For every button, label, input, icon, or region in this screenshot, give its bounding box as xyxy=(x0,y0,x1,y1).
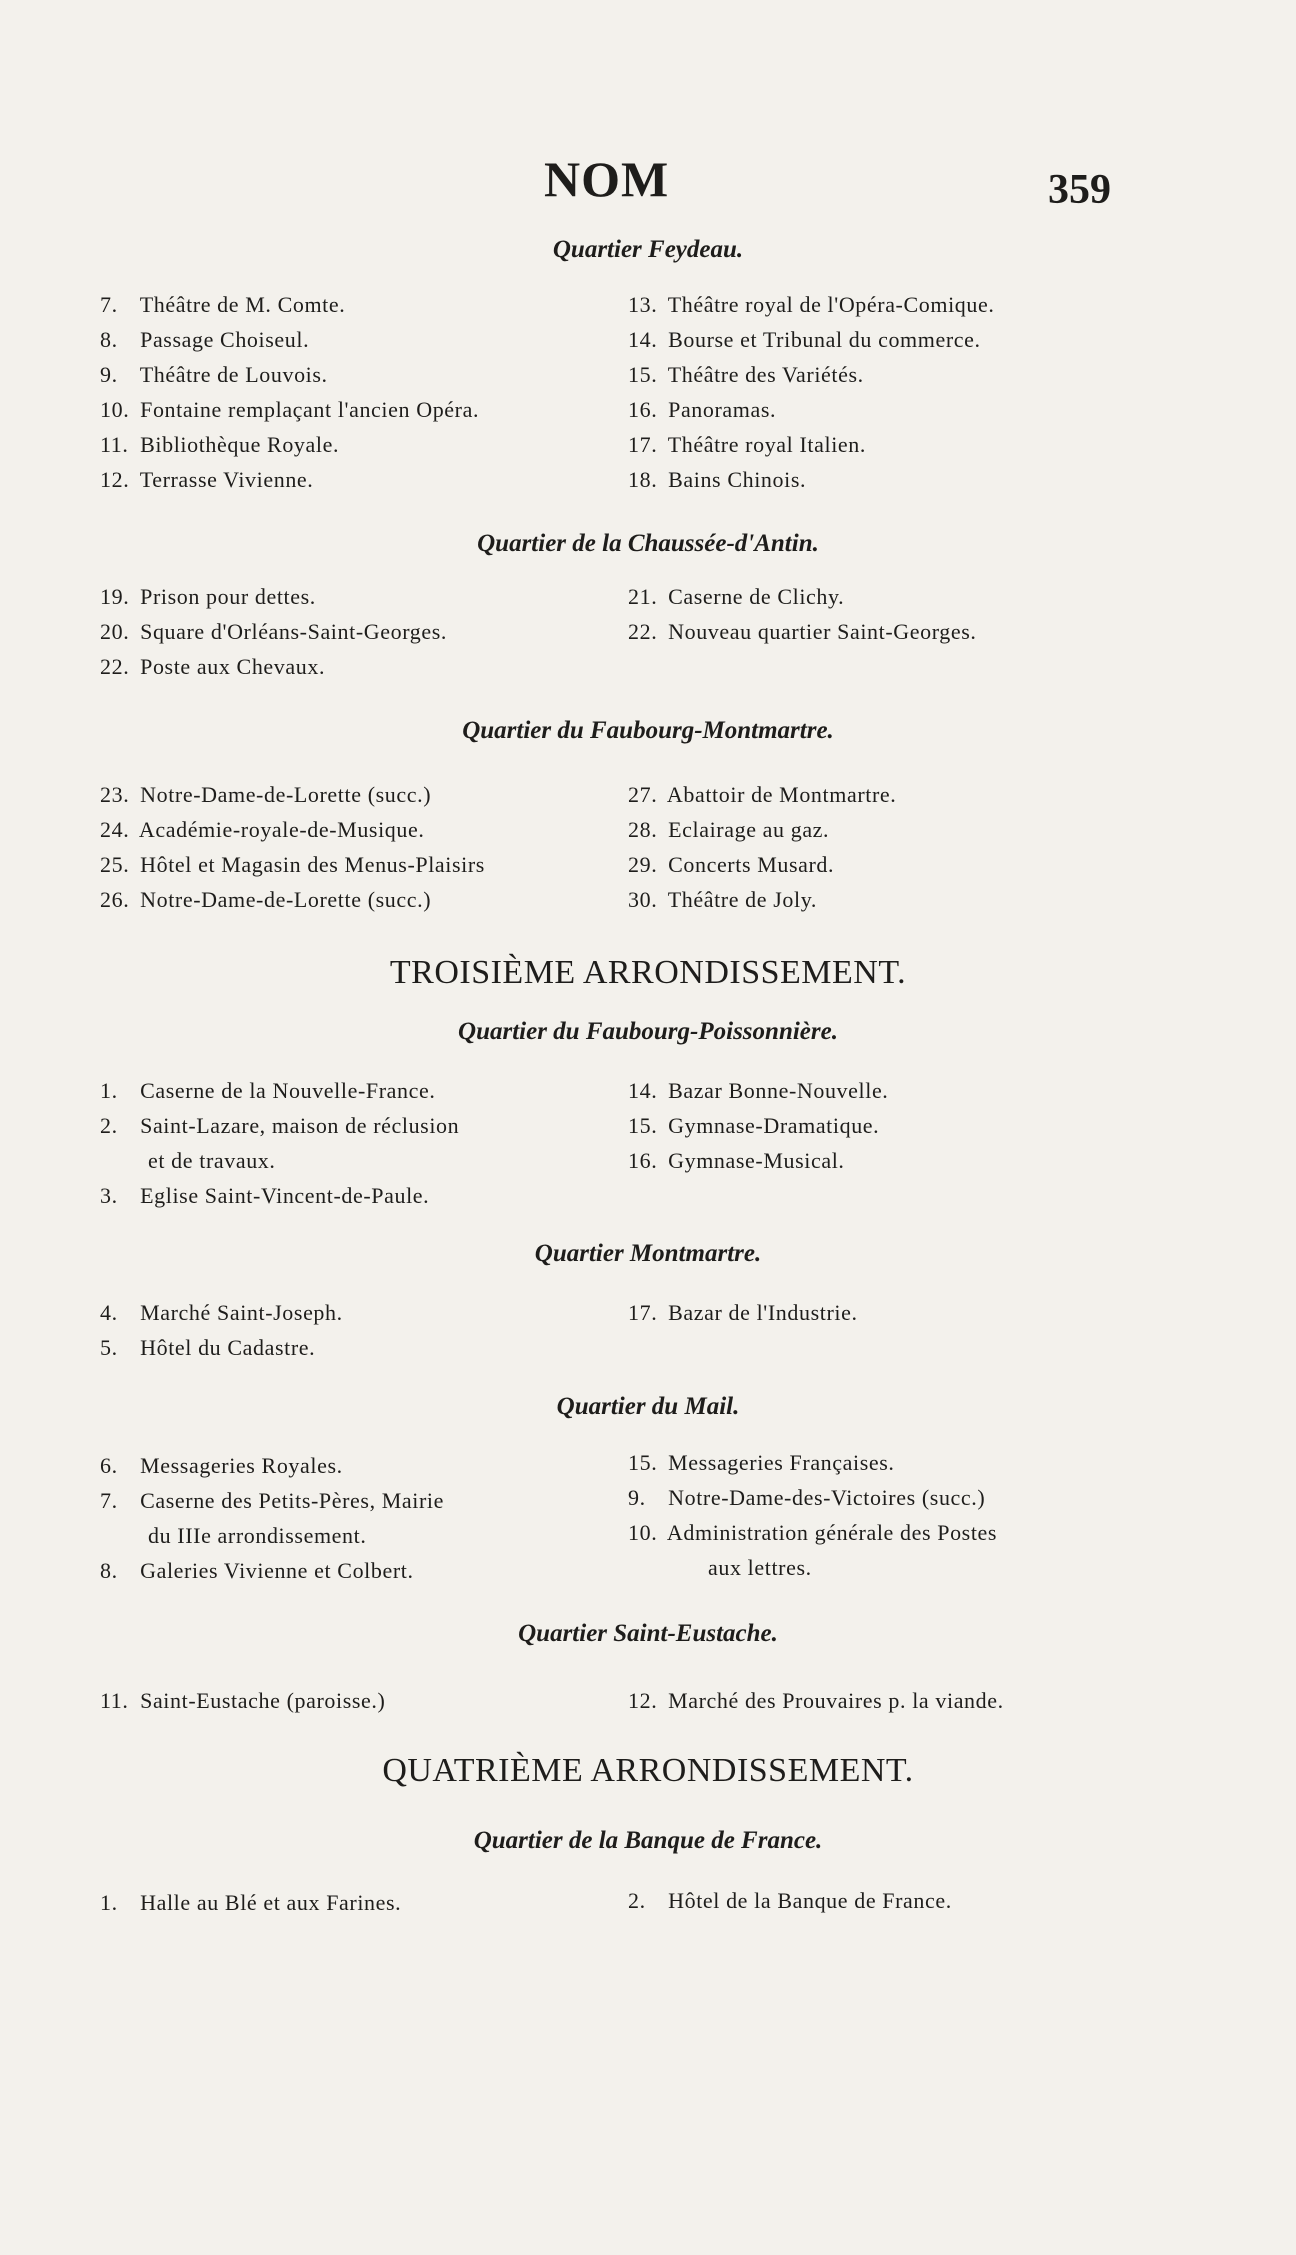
section-title-chaussee: Quartier de la Chaussée-d'Antin. xyxy=(477,530,819,557)
list-item: 10. Administration générale des Postes xyxy=(628,1520,998,1545)
list-item: 12. Terrasse Vivienne. xyxy=(100,467,314,492)
list-item: 17. Théâtre royal Italien. xyxy=(628,432,866,457)
list-item: 8. Galeries Vivienne et Colbert. xyxy=(100,1558,414,1583)
list-item: 2. Hôtel de la Banque de France. xyxy=(628,1888,952,1913)
page-number: 359 xyxy=(1048,167,1111,213)
section-title-faubourg-montmartre: Quartier du Faubourg-Montmartre. xyxy=(462,717,834,744)
list-item: 11. Bibliothèque Royale. xyxy=(100,432,340,457)
list-item: 30. Théâtre de Joly. xyxy=(628,887,817,912)
list-item: 9. Théâtre de Louvois. xyxy=(100,362,328,387)
list-item: 24. Académie-royale-de-Musique. xyxy=(100,817,425,842)
list-item: 7. Caserne des Petits-Pères, Mairie xyxy=(100,1488,445,1513)
list-item: 4. Marché Saint-Joseph. xyxy=(100,1300,343,1325)
running-head xyxy=(0,150,1296,213)
list-item: 21. Caserne de Clichy. xyxy=(628,584,845,609)
list-item: 29. Concerts Musard. xyxy=(628,852,835,877)
list-item: 8. Passage Choiseul. xyxy=(100,327,310,352)
list-item: 23. Notre-Dame-de-Lorette (succ.) xyxy=(100,782,432,807)
list-item: 1. Halle au Blé et aux Farines. xyxy=(100,1890,402,1915)
list-item: 6. Messageries Royales. xyxy=(100,1453,343,1478)
list-item: 9. Notre-Dame-des-Victoires (succ.) xyxy=(628,1485,986,1510)
running-head-title: NOM xyxy=(544,151,670,207)
list-item-continuation: et de travaux. xyxy=(148,1148,276,1173)
list-item: 7. Théâtre de M. Comte. xyxy=(100,292,346,317)
list-item: 14. Bazar Bonne-Nouvelle. xyxy=(628,1078,889,1103)
list-item: 15. Théâtre des Variétés. xyxy=(628,362,864,387)
list-item: 16. Gymnase-Musical. xyxy=(628,1148,845,1173)
list-item: 22. Nouveau quartier Saint-Georges. xyxy=(628,619,977,644)
list-item: 14. Bourse et Tribunal du commerce. xyxy=(628,327,981,352)
list-item-continuation: du IIIe arrondissement. xyxy=(148,1523,367,1548)
list-item: 22. Poste aux Chevaux. xyxy=(100,654,326,679)
list-item: 18. Bains Chinois. xyxy=(628,467,807,492)
arrondissement-title-4: QUATRIÈME ARRONDISSEMENT. xyxy=(382,1752,914,1789)
list-item: 26. Notre-Dame-de-Lorette (succ.) xyxy=(100,887,432,912)
list-item: 27. Abattoir de Montmartre. xyxy=(628,782,897,807)
list-item: 16. Panoramas. xyxy=(628,397,777,422)
list-item: 20. Square d'Orléans-Saint-Georges. xyxy=(100,619,447,644)
list-item: 3. Eglise Saint-Vincent-de-Paule. xyxy=(100,1183,430,1208)
list-item: 28. Eclairage au gaz. xyxy=(628,817,830,842)
list-item: 25. Hôtel et Magasin des Menus-Plaisirs xyxy=(100,852,485,877)
arrondissement-title-3: TROISIÈME ARRONDISSEMENT. xyxy=(389,954,907,991)
section-title-feydeau: Quartier Feydeau. xyxy=(552,236,744,263)
list-item: 15. Gymnase-Dramatique. xyxy=(628,1113,880,1138)
list-item-continuation: aux lettres. xyxy=(708,1555,812,1580)
list-item: 12. Marché des Prouvaires p. la viande. xyxy=(628,1688,1004,1713)
list-item: 13. Théâtre royal de l'Opéra-Comique. xyxy=(628,292,995,317)
list-item: 1. Caserne de la Nouvelle-France. xyxy=(100,1078,436,1103)
list-item: 11. Saint-Eustache (paroisse.) xyxy=(100,1688,386,1713)
list-item: 10. Fontaine remplaçant l'ancien Opéra. xyxy=(100,397,480,422)
section-title-eustache: Quartier Saint-Eustache. xyxy=(518,1620,778,1647)
list-item: 19. Prison pour dettes. xyxy=(100,584,316,609)
section-title-banque: Quartier de la Banque de France. xyxy=(473,1827,823,1854)
list-item: 2. Saint-Lazare, maison de réclusion xyxy=(100,1113,460,1138)
section-title-montmartre: Quartier Montmartre. xyxy=(534,1240,762,1267)
list-item: 5. Hôtel du Cadastre. xyxy=(100,1335,316,1360)
section-title-poissonniere: Quartier du Faubourg-Poissonnière. xyxy=(458,1018,838,1045)
section-title-mail: Quartier du Mail. xyxy=(556,1393,740,1420)
list-item: 15. Messageries Françaises. xyxy=(628,1450,895,1475)
list-item: 17. Bazar de l'Industrie. xyxy=(628,1300,858,1325)
